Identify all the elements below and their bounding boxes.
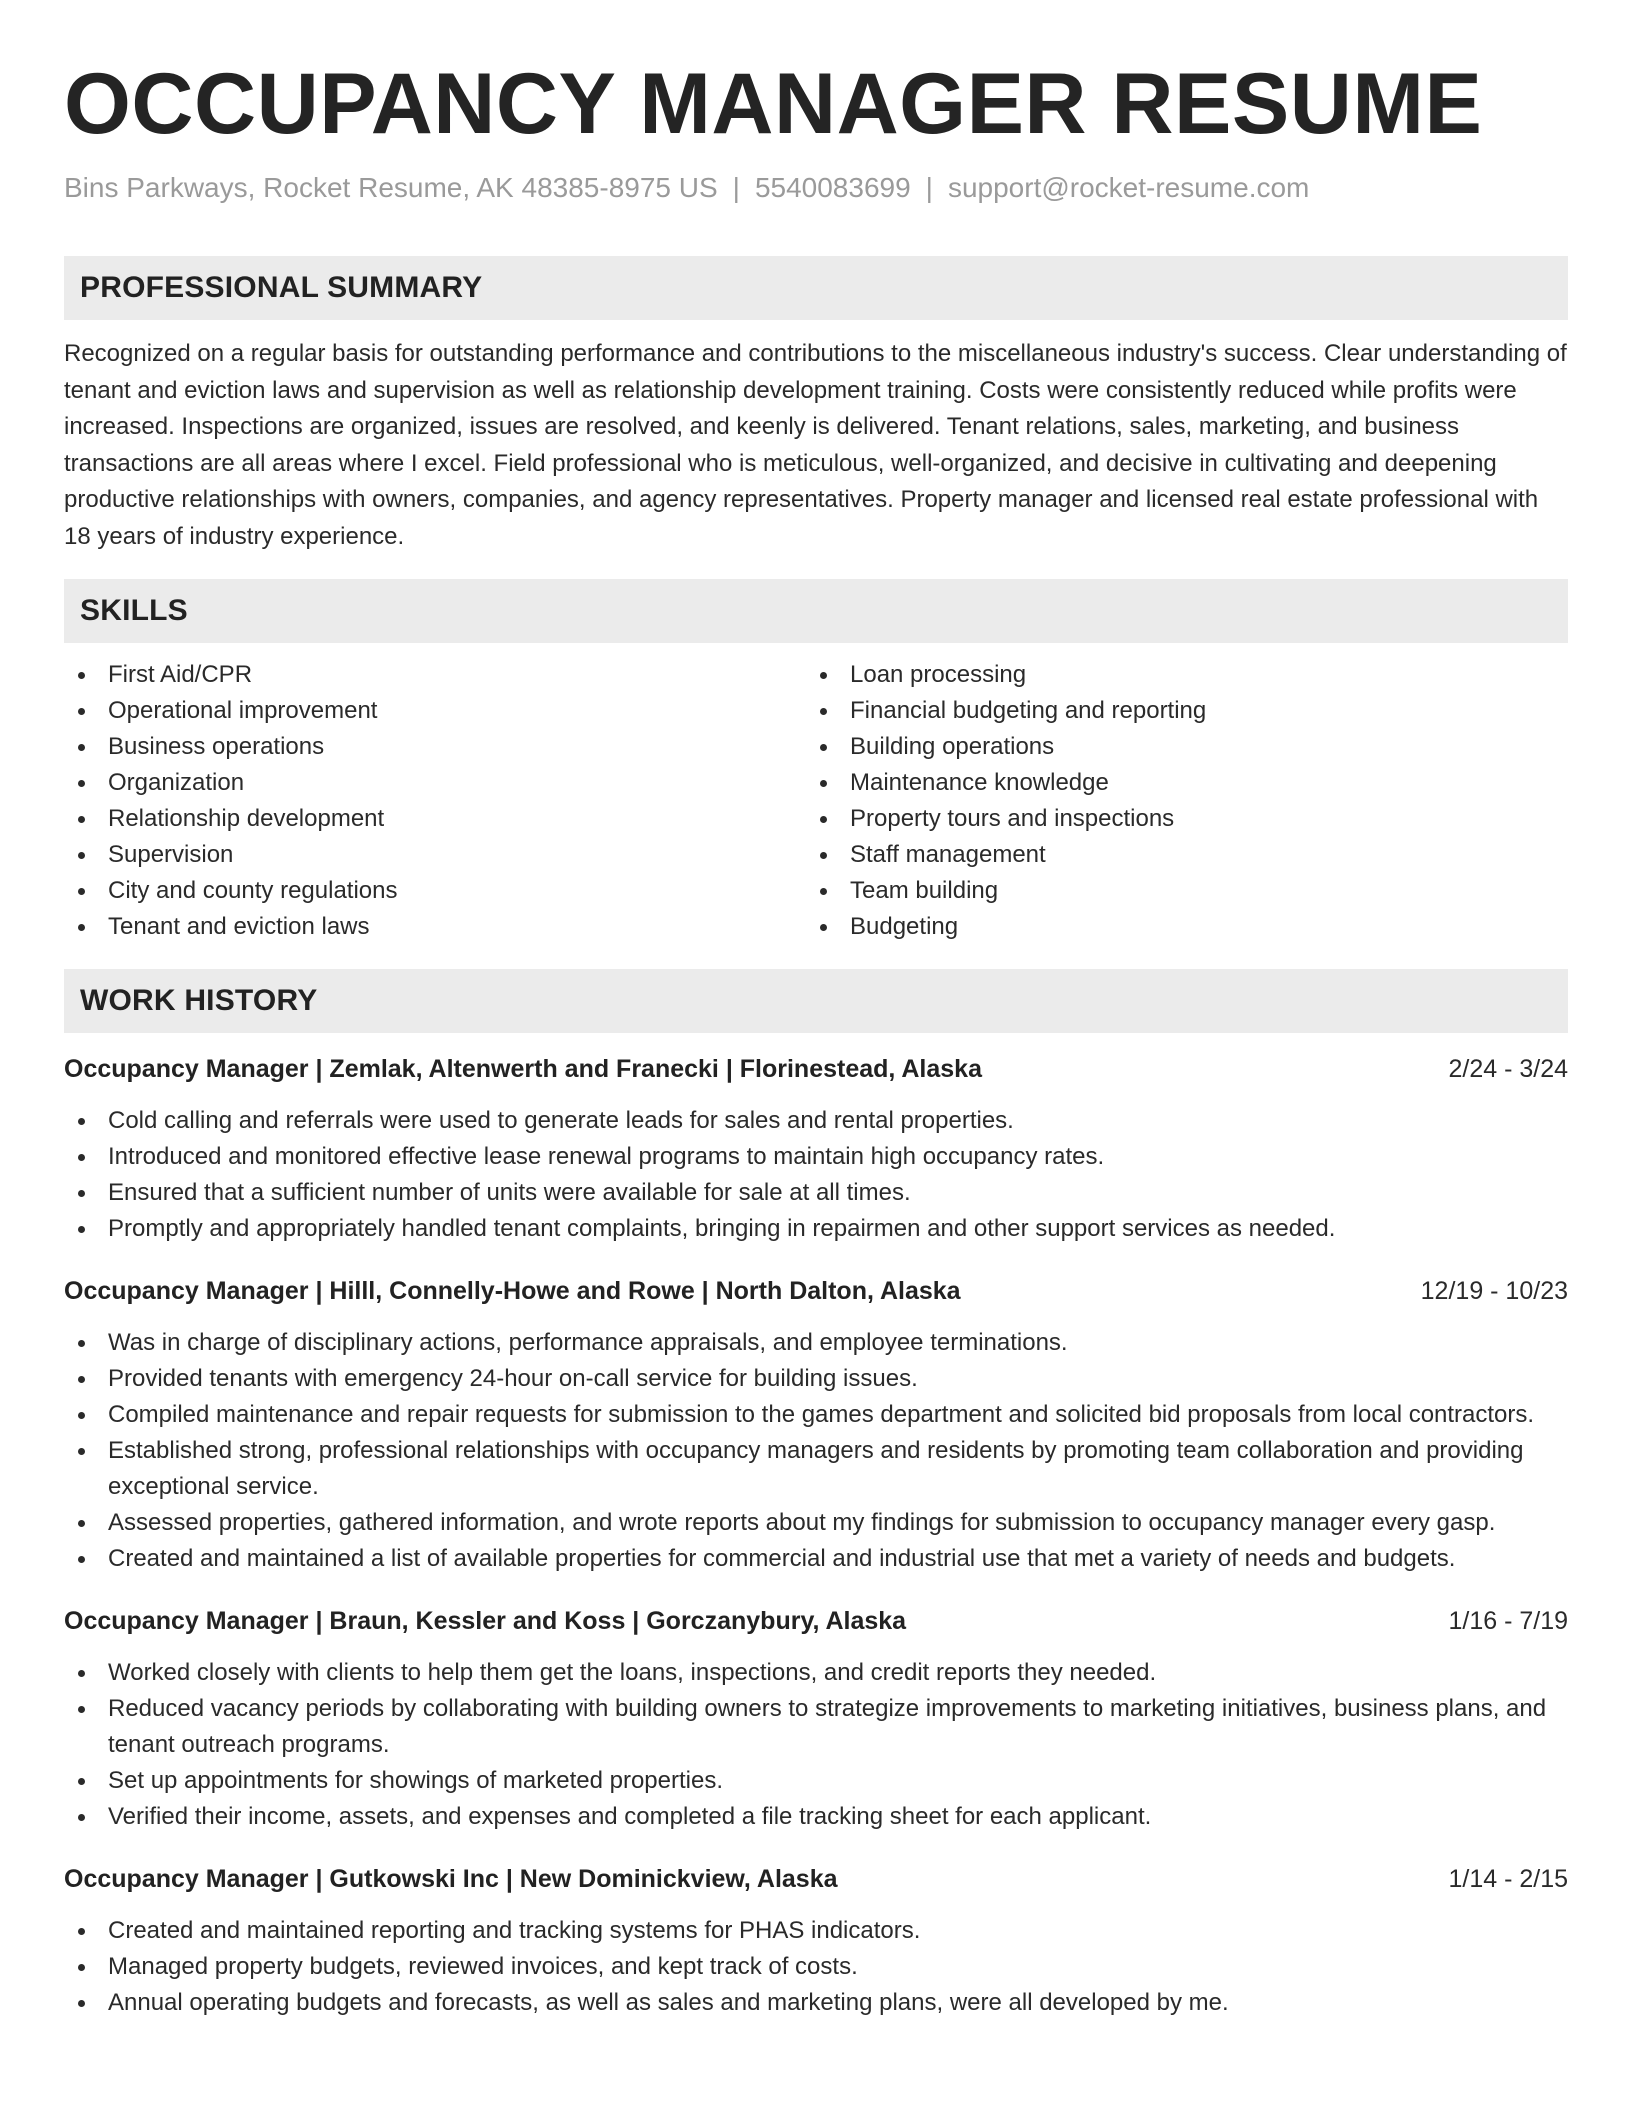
list-item-text: Created and maintained reporting and tracking systems for PHAS indicators.: [108, 1917, 921, 1944]
job-bullet: [64, 1541, 1568, 1577]
list-item-text: Staff management: [850, 841, 1046, 868]
resume-page: [64, 0, 1568, 2021]
bullet-icon: [78, 708, 85, 715]
job-header: [64, 1051, 1568, 1087]
contact-email: support@rocket-resume.com: [947, 172, 1310, 203]
bullet-icon: [78, 1556, 85, 1563]
bullet-icon: [820, 780, 827, 787]
list-item-text: Tenant and eviction laws: [108, 913, 370, 940]
job-bullets: [64, 1913, 1568, 2021]
bullet-icon: [78, 1448, 85, 1455]
list-item-text: Was in charge of disciplinary actions, performance appraisals, and employee terminations.: [108, 1329, 1068, 1356]
job-bullet: [64, 1949, 1568, 1985]
bullet-icon: [78, 924, 85, 931]
bullet-icon: [820, 816, 827, 823]
job-bullet: [64, 1433, 1568, 1505]
skill-item: [806, 801, 1548, 837]
bullet-icon: [78, 1964, 85, 1971]
job-dates: 1/16 - 7/19: [1448, 1607, 1568, 1635]
skills-heading: SKILLS: [64, 579, 1568, 643]
job-bullet: [64, 1913, 1568, 1949]
job-header: [64, 1273, 1568, 1309]
contact-address: Bins Parkways, Rocket Resume, AK 48385-8975 US: [64, 172, 718, 203]
job-bullets: [64, 1325, 1568, 1577]
work-history-list: [64, 1051, 1568, 2021]
job-bullet: [64, 1361, 1568, 1397]
job-bullet: [64, 1103, 1568, 1139]
job-dates: 2/24 - 3/24: [1448, 1055, 1568, 1083]
summary-text: Recognized on a regular basis for outstanding performance and contributions to the miscellaneous industry's success. Clear understanding of tenant and eviction laws and supervision as well as relationship development training. Costs were consistently reduced while profits were increased. Inspections are organized, issues are resolved, and keenly is delivered. Tenant relations, sales, marketing, and business transactions are all areas where I excel. Field professional who is meticulous, well-organized, and decisive in cultivating and deepening productive relationships with owners, companies, and agency representatives. Property manager and licensed real estate professional with 18 years of industry experience.: [64, 340, 1567, 550]
skill-item: [64, 909, 806, 945]
summary-heading: PROFESSIONAL SUMMARY: [64, 256, 1568, 320]
list-item-text: Ensured that a sufficient number of units were available for sale at all times.: [108, 1179, 911, 1206]
bullet-icon: [820, 708, 827, 715]
bullet-icon: [78, 1928, 85, 1935]
bullet-icon: [78, 1778, 85, 1785]
skill-item: [806, 873, 1548, 909]
bullet-icon: [820, 888, 827, 895]
job-bullet: [64, 1505, 1568, 1541]
list-item-text: Introduced and monitored effective lease renewal programs to maintain high occupancy rates.: [108, 1143, 1105, 1170]
contact-phone: 5540083699: [754, 172, 911, 203]
list-item-text: Established strong, professional relationships with occupancy managers and residents by promoting team collaboration and providing exceptional service.: [108, 1437, 1524, 1500]
skill-item: [64, 765, 806, 801]
list-item-text: Provided tenants with emergency 24-hour on-call service for building issues.: [108, 1365, 918, 1392]
job-title: Occupancy Manager | Braun, Kessler and Koss | Gorczanybury, Alaska: [64, 1607, 907, 1635]
skills-column-right: [806, 657, 1548, 945]
bullet-icon: [78, 1340, 85, 1347]
job-bullet: [64, 1397, 1568, 1433]
job-header: [64, 1861, 1568, 1897]
job-bullets: [64, 1655, 1568, 1835]
bullet-icon: [78, 2000, 85, 2007]
bullet-icon: [78, 816, 85, 823]
skill-item: [806, 909, 1548, 945]
job-entry: [64, 1861, 1568, 2021]
bullet-icon: [78, 1118, 85, 1125]
skill-item: [806, 837, 1548, 873]
bullet-icon: [78, 1814, 85, 1821]
list-item-text: Created and maintained a list of available properties for commercial and industrial use that met a variety of needs and budgets.: [108, 1545, 1456, 1572]
job-bullet: [64, 1325, 1568, 1361]
resume-title: OCCUPANCY MANAGER RESUME: [64, 56, 1483, 152]
bullet-icon: [820, 852, 827, 859]
list-item-text: First Aid/CPR: [108, 661, 253, 688]
skill-item: [806, 765, 1548, 801]
job-entry: [64, 1273, 1568, 1577]
list-item-text: Budgeting: [850, 913, 959, 940]
list-item-text: Maintenance knowledge: [850, 769, 1109, 796]
list-item-text: Team building: [850, 877, 999, 904]
list-item-text: Organization: [108, 769, 245, 796]
list-item-text: Operational improvement: [108, 697, 378, 724]
bullet-icon: [78, 672, 85, 679]
contact-separator: |: [732, 172, 740, 203]
list-item-text: Business operations: [108, 733, 325, 760]
job-header: [64, 1603, 1568, 1639]
bullet-icon: [78, 1706, 85, 1713]
list-item-text: Building operations: [850, 733, 1055, 760]
skill-item: [806, 729, 1548, 765]
skill-item: [64, 729, 806, 765]
skill-item: [806, 693, 1548, 729]
job-title: Occupancy Manager | Hilll, Connelly-Howe and Rowe | North Dalton, Alaska: [64, 1277, 961, 1305]
list-item-text: Verified their income, assets, and expenses and completed a file tracking sheet for each applicant.: [108, 1803, 1152, 1830]
skill-item: [64, 693, 806, 729]
bullet-icon: [78, 1520, 85, 1527]
bullet-icon: [78, 888, 85, 895]
skill-item: [64, 837, 806, 873]
bullet-icon: [78, 1670, 85, 1677]
list-item-text: Assessed properties, gathered information, and wrote reports about my findings for submission to occupancy manager every gasp.: [108, 1509, 1496, 1536]
bullet-icon: [78, 852, 85, 859]
list-item-text: Set up appointments for showings of marketed properties.: [108, 1767, 723, 1794]
list-item-text: Annual operating budgets and forecasts, as well as sales and marketing plans, were all developed by me.: [108, 1989, 1229, 2016]
contact-separator: |: [925, 172, 933, 203]
job-bullet: [64, 1985, 1568, 2021]
bullet-icon: [78, 1412, 85, 1419]
job-bullet: [64, 1691, 1568, 1763]
list-item-text: Cold calling and referrals were used to generate leads for sales and rental properties.: [108, 1107, 1014, 1134]
bullet-icon: [820, 744, 827, 751]
job-title: Occupancy Manager | Gutkowski Inc | New Dominickview, Alaska: [64, 1865, 838, 1893]
job-entry: [64, 1603, 1568, 1835]
list-item-text: Compiled maintenance and repair requests for submission to the games department and solicited bid proposals from local contractors.: [108, 1401, 1535, 1428]
work-history-heading: WORK HISTORY: [64, 969, 1568, 1033]
skill-item: [64, 873, 806, 909]
skill-item: [64, 657, 806, 693]
job-bullet: [64, 1763, 1568, 1799]
list-item-text: Managed property budgets, reviewed invoices, and kept track of costs.: [108, 1953, 858, 1980]
job-entry: [64, 1051, 1568, 1247]
list-item-text: Loan processing: [850, 661, 1027, 688]
bullet-icon: [78, 1190, 85, 1197]
list-item-text: City and county regulations: [108, 877, 398, 904]
job-bullet: [64, 1655, 1568, 1691]
job-dates: 12/19 - 10/23: [1420, 1277, 1568, 1305]
bullet-icon: [78, 1376, 85, 1383]
skills-list: [64, 657, 1568, 945]
bullet-icon: [78, 1154, 85, 1161]
bullet-icon: [820, 672, 827, 679]
job-bullet: [64, 1211, 1568, 1247]
list-item-text: Relationship development: [108, 805, 385, 832]
list-item-text: Supervision: [108, 841, 234, 868]
bullet-icon: [78, 1226, 85, 1233]
job-bullets: [64, 1103, 1568, 1247]
list-item-text: Promptly and appropriately handled tenant complaints, bringing in repairmen and other support services as needed.: [108, 1215, 1336, 1242]
job-dates: 1/14 - 2/15: [1448, 1865, 1568, 1893]
job-bullet: [64, 1175, 1568, 1211]
list-item-text: Property tours and inspections: [850, 805, 1175, 832]
list-item-text: Financial budgeting and reporting: [850, 697, 1207, 724]
bullet-icon: [820, 924, 827, 931]
skills-column-left: [64, 657, 806, 945]
job-bullet: [64, 1799, 1568, 1835]
job-title: Occupancy Manager | Zemlak, Altenwerth and Franecki | Florinestead, Alaska: [64, 1055, 982, 1083]
bullet-icon: [78, 780, 85, 787]
skill-item: [806, 657, 1548, 693]
bullet-icon: [78, 744, 85, 751]
job-bullet: [64, 1139, 1568, 1175]
contact-line: [64, 168, 1568, 208]
list-item-text: Reduced vacancy periods by collaborating with building owners to strategize improvements to marketing initiatives, business plans, and tenant outreach programs.: [108, 1695, 1547, 1758]
skill-item: [64, 801, 806, 837]
list-item-text: Worked closely with clients to help them get the loans, inspections, and credit reports they needed.: [108, 1659, 1157, 1686]
